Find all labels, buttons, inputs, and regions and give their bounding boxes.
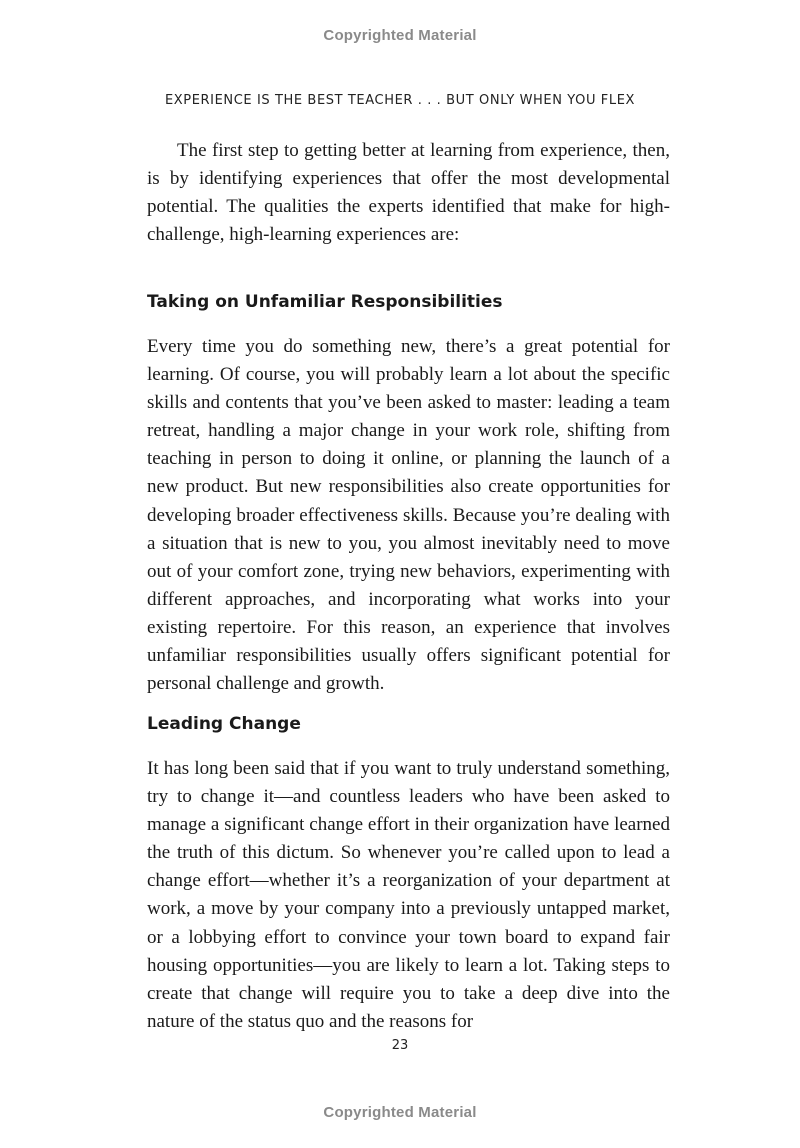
section-heading-leading-change: Leading Change	[147, 714, 301, 734]
copyright-watermark-top: Copyrighted Material	[323, 27, 477, 44]
copyright-watermark-bottom: Copyrighted Material	[323, 1104, 477, 1121]
page-number: 23	[391, 1038, 409, 1053]
leading-change-paragraph: It has long been said that if you want to truly understand something, try to change it—and countless leaders who have been asked to manage a significant change effort in their organization have learned the truth of this dictum. So whenever you’re called upon to lead a change effort—whether it’s a reorganization of your department at work, a move by your company into a previously untapped market, or a lobbying effort to convince your town board to expand fair housing opportunities—you are likely to learn a lot. Taking steps to create that change will require you to take a deep dive into the nature of the status quo and the reasons for	[147, 758, 670, 1032]
intro-paragraph: The first step to getting better at learning from experience, then, is by identifying experiences that offer the most developmental potential. The qualities the experts identified that make for high-challenge, high-learning experiences are:	[147, 140, 670, 246]
section-heading-unfamiliar-responsibilities: Taking on Unfamiliar Responsibilities	[147, 292, 503, 312]
running-head: EXPERIENCE IS THE BEST TEACHER . . . BUT ONLY WHEN YOU FLEX	[164, 93, 636, 108]
unfamiliar-responsibilities-paragraph: Every time you do something new, there’s a great potential for learning. Of course, you will probably learn a lot about the specific skills and contents that you’ve been asked to master: leading a team retreat, handling a major change in your work role, shifting from teaching in person to doing it online, or planning the launch of a new product. But new responsibilities also create opportunities for developing broader effectiveness skills. Because you’re dealing with a situation that is new to you, you almost inevitably need to move out of your comfort zone, trying new behaviors, experimenting with different approaches, and incorporating what works into your existing repertoire. For this reason, an experience that involves unfamiliar responsibilities usually offers significant potential for personal challenge and growth.	[147, 336, 670, 695]
